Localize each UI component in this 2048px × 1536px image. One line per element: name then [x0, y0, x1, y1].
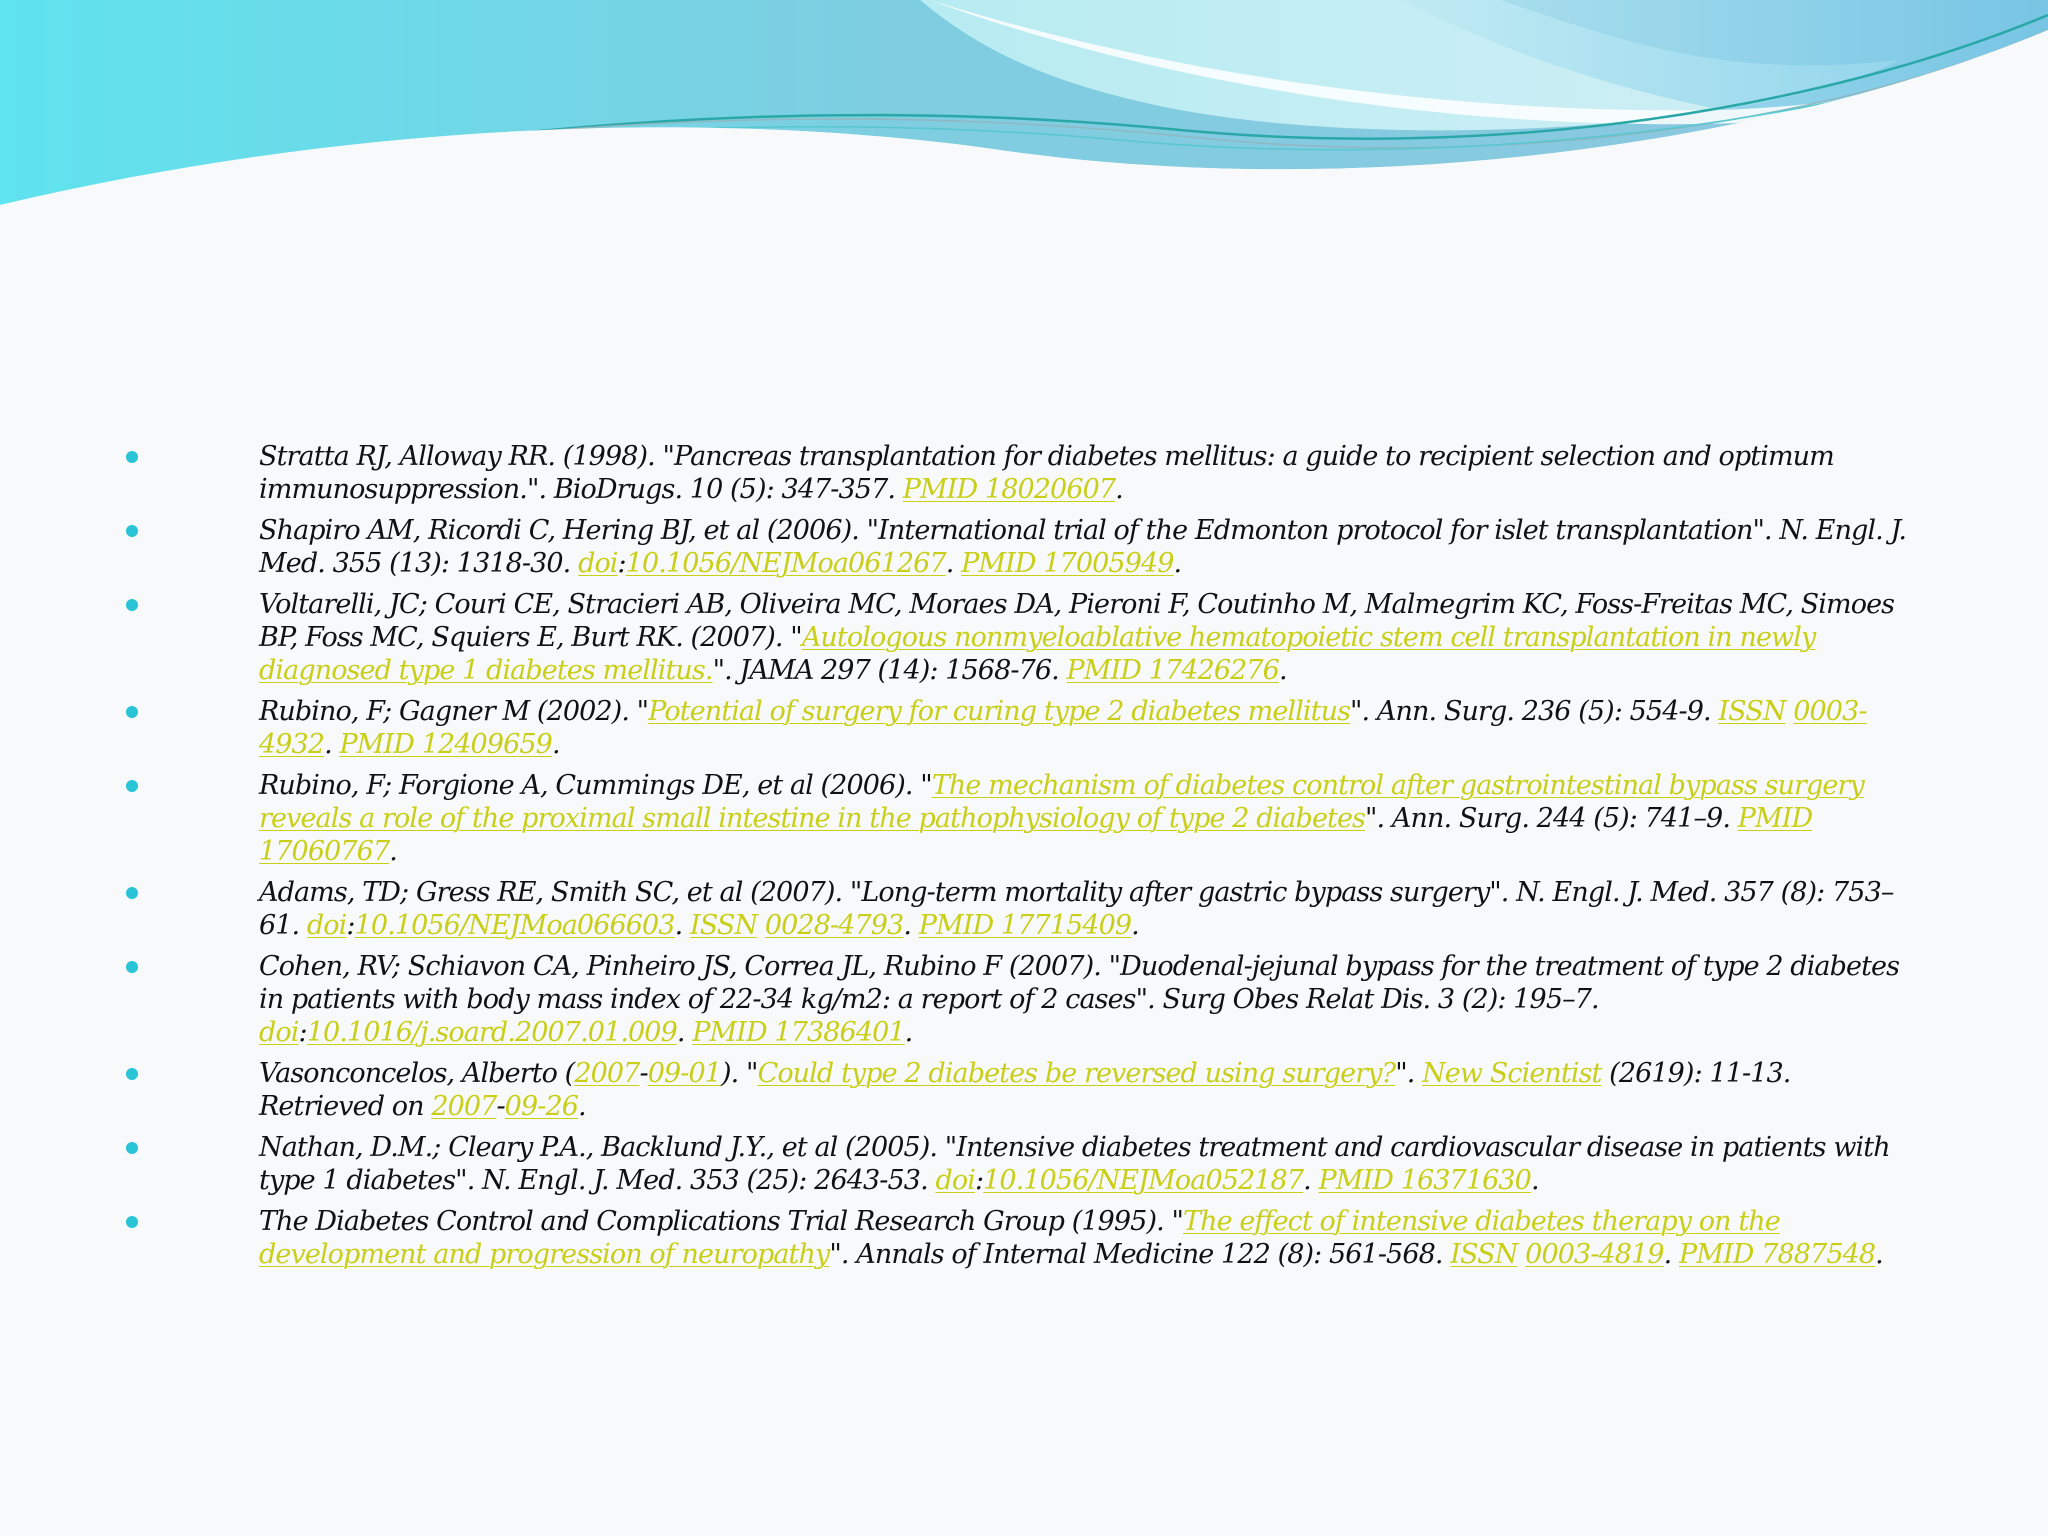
reference-item: [0, 950, 1919, 1049]
reference-link[interactable]: PMID 17426276: [1066, 655, 1279, 686]
reference-text: .: [945, 548, 962, 579]
bullet-icon: [126, 780, 138, 792]
reference-link[interactable]: The effect of intensive diabetes therapy on the development and progression of neuropathy: [259, 1206, 1780, 1270]
reference-text: Vasonconcelos, Alberto (: [259, 1058, 575, 1089]
bullet-icon: [126, 451, 138, 463]
reference-item: [0, 695, 1919, 761]
reference-text: .: [389, 836, 397, 867]
reference-item: [0, 1057, 1919, 1123]
reference-text: :: [617, 548, 626, 579]
reference-text: :: [974, 1165, 984, 1196]
reference-link[interactable]: PMID 18020607: [902, 474, 1116, 505]
reference-link[interactable]: Autologous nonmyeloablative hematopoietic stem cell transplantation in newly diagnosed type 1 diabetes mellitus.: [259, 622, 1816, 686]
reference-link[interactable]: doi: [578, 548, 618, 579]
reference-link[interactable]: 2007: [431, 1091, 497, 1122]
reference-link[interactable]: doi: [935, 1165, 975, 1196]
reference-text: Rubino, F; Gagner M (2002). ": [259, 696, 649, 727]
reference-link[interactable]: doi: [306, 910, 347, 941]
reference-item: [0, 876, 1919, 942]
reference-text: [757, 910, 765, 941]
reference-text: .: [1115, 474, 1123, 505]
header-wave-decoration: [0, 0, 2048, 240]
reference-link[interactable]: doi: [259, 1017, 299, 1048]
reference-text: .: [904, 1017, 913, 1048]
references-list: [0, 440, 2048, 1279]
bullet-icon: [126, 1216, 138, 1228]
reference-link[interactable]: 10.1056/NEJMoa066603: [354, 910, 675, 941]
reference-link[interactable]: 10.1016/j.soard.2007.01.009: [306, 1017, 677, 1048]
reference-text: .: [1530, 1165, 1539, 1196]
reference-text: (2619): 11-13. Retrieved on: [259, 1058, 1791, 1122]
bullet-icon: [126, 1068, 138, 1080]
reference-text: ".: [1395, 1058, 1423, 1089]
reference-text: .: [551, 729, 560, 760]
reference-link[interactable]: 10.1056/NEJMoa052187: [983, 1165, 1304, 1196]
bullet-icon: [126, 887, 138, 899]
reference-text: Adams, TD; Gress RE, Smith SC, et al (2007). "Long-term mortality after gastric bypass surgery". N. Engl. J. Med. 357 (8): 753–61.: [259, 877, 1894, 941]
reference-link[interactable]: 0003-4819: [1525, 1239, 1664, 1270]
bullet-icon: [126, 706, 138, 718]
reference-link[interactable]: PMID 16371630: [1318, 1165, 1531, 1196]
reference-link[interactable]: PMID 17060767: [259, 803, 1813, 867]
reference-text: The Diabetes Control and Complications Trial Research Group (1995). ": [259, 1206, 1183, 1237]
reference-link[interactable]: PMID 17386401: [692, 1017, 905, 1048]
reference-text: Rubino, F; Forgione A, Cummings DE, et al (2006). ": [259, 770, 932, 801]
reference-text: .: [1278, 655, 1287, 686]
reference-text: .: [1173, 548, 1182, 579]
reference-item: [0, 514, 1919, 580]
reference-link[interactable]: New Scientist: [1422, 1058, 1602, 1089]
reference-link[interactable]: 0003-4932: [259, 696, 1867, 760]
reference-text: ". JAMA 297 (14): 1568-76.: [712, 655, 1067, 686]
reference-link[interactable]: 09-01: [647, 1058, 722, 1089]
reference-link[interactable]: ISSN: [689, 910, 758, 941]
reference-text: -: [639, 1058, 648, 1089]
bullet-icon: [126, 1142, 138, 1154]
reference-text: Stratta RJ, Alloway RR. (1998). "Pancreas transplantation for diabetes mellitus: a guide to recipient selection and optimum immunosuppression.". BioDrugs. 10 (5): 347-357.: [259, 441, 1834, 505]
reference-link[interactable]: ISSN: [1718, 696, 1786, 727]
reference-link[interactable]: Potential of surgery for curing type 2 diabetes mellitus: [648, 696, 1351, 727]
reference-text: ". Ann. Surg. 236 (5): 554-9.: [1350, 696, 1719, 727]
reference-link[interactable]: ISSN: [1450, 1239, 1518, 1270]
reference-text: .: [676, 1017, 693, 1048]
reference-link[interactable]: PMID 17005949: [961, 548, 1174, 579]
reference-text: .: [903, 910, 919, 941]
bullet-icon: [126, 525, 138, 537]
reference-text: ". Annals of Internal Medicine 122 (8): 561-568.: [829, 1239, 1451, 1270]
reference-item: [0, 588, 1919, 687]
reference-link[interactable]: The mechanism of diabetes control after gastrointestinal bypass surgery reveals a role of the proximal small intestine in the pathophysiology of type 2 diabetes: [259, 770, 1864, 834]
bullet-icon: [126, 961, 138, 973]
bullet-icon: [126, 599, 138, 611]
reference-text: .: [1131, 910, 1139, 941]
reference-text: Nathan, D.M.; Cleary P.A., Backlund J.Y., et al (2005). "Intensive diabetes treatment and cardiovascular disease in patients with type 1 diabetes". N. Engl. J. Med. 353 (25): 2643-53.: [259, 1132, 1890, 1196]
reference-text: .: [1663, 1239, 1679, 1270]
reference-link[interactable]: PMID 7887548: [1679, 1239, 1876, 1270]
reference-text: :: [346, 910, 355, 941]
reference-text: .: [1303, 1165, 1319, 1196]
reference-text: .: [324, 729, 340, 760]
reference-text: .: [1875, 1239, 1883, 1270]
reference-link[interactable]: 09-26: [504, 1091, 579, 1122]
reference-link[interactable]: 2007: [574, 1058, 640, 1089]
reference-text: .: [578, 1091, 586, 1122]
reference-text: Shapiro AM, Ricordi C, Hering BJ, et al (2006). "International trial of the Edmonton protocol for islet transplantation". N. Engl. J. Med. 355 (13): 1318-30.: [259, 515, 1907, 579]
reference-item: [0, 1205, 1919, 1271]
reference-text: :: [298, 1017, 307, 1048]
reference-item: [0, 1131, 1919, 1197]
reference-text: Voltarelli, JC; Couri CE, Stracieri AB, Oliveira MC, Moraes DA, Pieroni F, Coutinho M, Malmegrim KC, Foss-Freitas MC, Simoes BP, Foss MC, Squiers E, Burt RK. (2007). ": [259, 589, 1895, 653]
reference-text: Cohen, RV; Schiavon CA, Pinheiro JS, Correa JL, Rubino F (2007). "Duodenal-jejunal bypass for the treatment of type 2 diabetes in patients with body mass index of 22-34 kg/m2: a report of 2 cases". Surg Obes Relat Dis. 3 (2): 195–7.: [259, 951, 1900, 1015]
reference-item: [0, 769, 1919, 868]
reference-text: -: [496, 1091, 505, 1122]
reference-link[interactable]: Could type 2 diabetes be reversed using surgery?: [757, 1058, 1396, 1089]
reference-link[interactable]: 0028-4793: [764, 910, 904, 941]
reference-text: ". Ann. Surg. 244 (5): 741–9.: [1365, 803, 1738, 834]
reference-text: .: [674, 910, 690, 941]
reference-link[interactable]: PMID 12409659: [339, 729, 552, 760]
reference-link[interactable]: 10.1056/NEJMoa061267: [625, 548, 946, 579]
reference-item: [0, 440, 1919, 506]
reference-link[interactable]: PMID 17715409: [918, 910, 1132, 941]
reference-text: ). ": [721, 1058, 758, 1089]
